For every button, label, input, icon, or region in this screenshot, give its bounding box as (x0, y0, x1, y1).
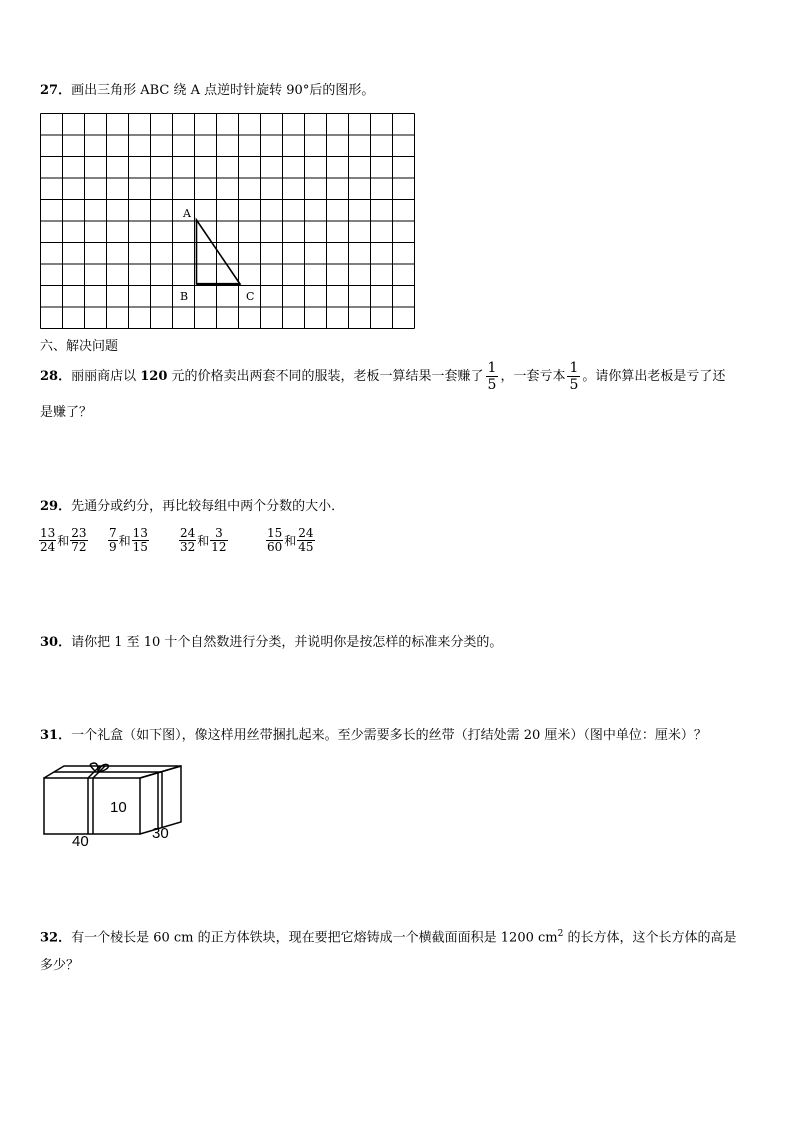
question-number: 27． (40, 83, 72, 98)
gift-box-figure (38, 760, 188, 850)
question-number: 32． (40, 930, 72, 946)
question-32: 32．有一个棱长是 60 cm 的正方体铁块，现在要把它熔铸成一个横截面面积是 1200 $cm^2$ 的长方体，这个长方体的高是 (40, 929, 737, 946)
fraction-pair-3: $\frac{24}{32}$ 和 $\frac{3}{12}$ (180, 526, 227, 554)
question-number: 29． (40, 499, 72, 514)
fraction-one-fifth: $\frac{1}{5}$ (569, 360, 579, 393)
point-label-c: C (246, 290, 255, 303)
dimension-length: 40 (72, 833, 89, 850)
question-30 (40, 634, 502, 652)
question-text: 请你把 1 至 10 十个自然数进行分类，并说明你是按怎样的标准来分类的。 (71, 635, 503, 650)
question-number: 31． (40, 728, 72, 743)
question-29 (40, 498, 344, 516)
fraction-pair-4: $\frac{15}{60}$ 和 $\frac{24}{45}$ (267, 526, 314, 554)
fraction-one-fifth: $\frac{1}{5}$ (487, 360, 497, 393)
question-27 (40, 82, 374, 100)
question-28: 28．丽丽商店以 120 元的价格卖出两套不同的服装，老板一算结果一套赚了 $\frac{1}{5}$ ，一套亏本 $\frac{1}{5}$ 。请你算出老板是亏了还 (40, 360, 726, 393)
dimension-width: 30 (152, 825, 169, 842)
point-label-b: B (180, 290, 189, 303)
question-number: 28． (40, 369, 72, 384)
point-label-a: A (183, 207, 191, 220)
fraction-pair-2: $\frac{7}{9}$ 和 $\frac{13}{15}$ (109, 526, 148, 554)
triangle-abc (197, 220, 241, 284)
fraction-pair-1: $\frac{13}{24}$ 和 $\frac{23}{72}$ (40, 526, 87, 554)
rotation-grid (40, 113, 420, 330)
question-text: 画出三角形 ABC 绕 A 点逆时针旋转 90°后的图形。 (71, 83, 375, 98)
question-number: 30． (40, 635, 72, 650)
question-text: 一个礼盒（如下图），像这样用丝带捆扎起来。至少需要多长的丝带（打结处需 20 厘米）（图中单位：厘米）？ (71, 728, 707, 743)
question-text: 先通分或约分，再比较每组中两个分数的大小． (71, 499, 345, 514)
question-32-line2: 多少？ (40, 958, 80, 973)
question-31 (40, 727, 707, 745)
section-heading: 六、解决问题 (40, 339, 119, 354)
dimension-height: 10 (110, 799, 127, 816)
question-28-line2: 是赚了？ (40, 405, 93, 420)
